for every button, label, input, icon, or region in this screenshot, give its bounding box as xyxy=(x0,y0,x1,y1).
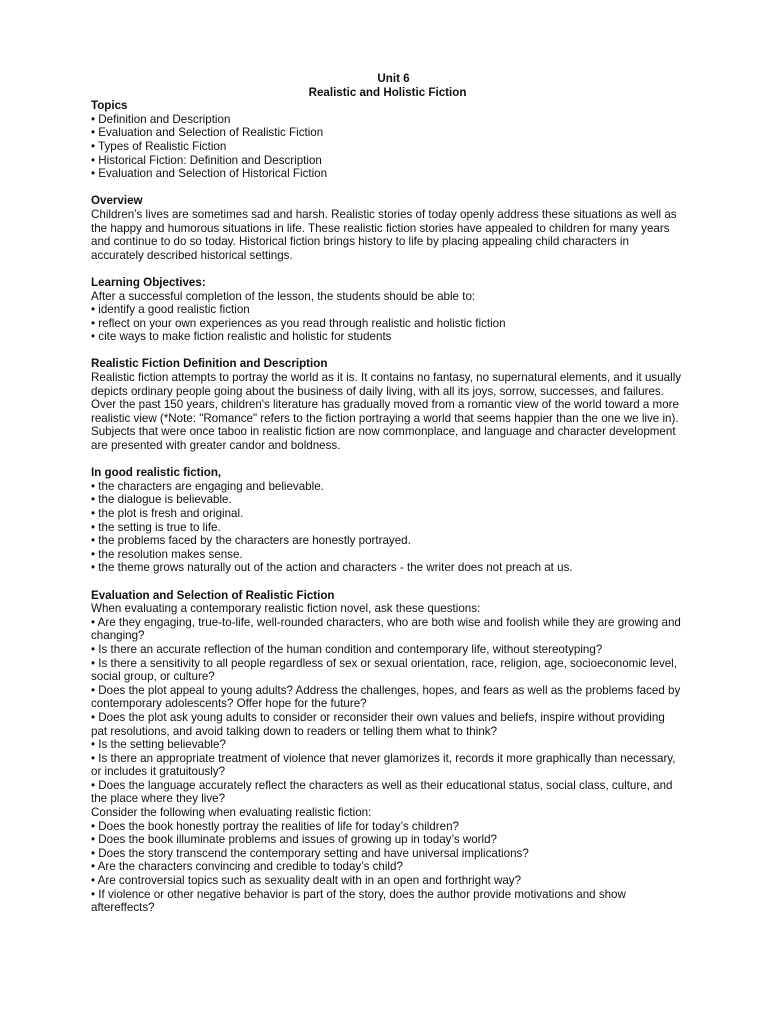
definition-heading: Realistic Fiction Definition and Description xyxy=(91,357,328,371)
good-fiction-list xyxy=(91,480,684,575)
list-item: • the setting is true to life. xyxy=(91,520,221,534)
overview-heading: Overview xyxy=(91,194,143,208)
good-fiction-heading: In good realistic fiction, xyxy=(91,466,222,480)
list-item: • Does the language accurately reflect the characters as well as their educational status, social class, culture, and the place where they live? xyxy=(91,778,673,806)
objectives-heading: Learning Objectives: xyxy=(91,275,206,289)
list-item: • the theme grows naturally out of the action and characters - the writer does not preach at us. xyxy=(91,561,573,575)
list-item: • Are the characters convincing and credible to today’s child? xyxy=(91,860,403,874)
consider-list xyxy=(91,820,684,915)
evaluation-heading: Evaluation and Selection of Realistic Fiction xyxy=(91,588,335,602)
consider-intro: Consider the following when evaluating realistic fiction: xyxy=(91,806,372,820)
list-item: • reflect on your own experiences as you read through realistic and holistic fiction xyxy=(91,316,506,330)
list-item: • the plot is fresh and original. xyxy=(91,507,244,520)
list-item: • Are controversial topics such as sexuality dealt with in an open and forthright way? xyxy=(91,874,522,888)
list-item: • Is there an accurate reflection of the human condition and contemporary life, without stereotyping? xyxy=(91,642,603,656)
list-item: • the dialogue is believable. xyxy=(91,493,232,507)
list-item: • Does the book illuminate problems and issues of growing up in today’s world? xyxy=(91,833,497,847)
list-item: • the characters are engaging and believable. xyxy=(91,479,324,493)
list-item: • Types of Realistic Fiction xyxy=(91,139,227,153)
list-item: • the resolution makes sense. xyxy=(91,547,243,561)
objectives-intro: After a successful completion of the lesson, the students should be able to: xyxy=(91,289,476,303)
list-item: • identify a good realistic fiction xyxy=(91,303,250,317)
list-item: • Historical Fiction: Definition and Description xyxy=(91,153,322,167)
list-item: • Is there a sensitivity to all people regardless of sex or sexual orientation, race, religion, age, socioeconomic level, social group, or culture? xyxy=(91,656,677,684)
list-item: • Is the setting believable? xyxy=(91,738,226,752)
list-item: • Is there an appropriate treatment of violence that never glamorizes it, records it more graphically than necessary, or includes it gratuitously? xyxy=(91,751,676,779)
list-item: • cite ways to make fiction realistic and holistic for students xyxy=(91,330,392,344)
list-item: • If violence or other negative behavior is part of the story, does the author provide motivations and show aftereffects? xyxy=(91,887,626,915)
list-item: • Definition and Description xyxy=(91,112,231,126)
unit-number: Unit 6 xyxy=(377,72,410,85)
definition-paragraph-1: Realistic fiction attempts to portray the world as it is. It contains no fantasy, no supernatural elements, and it usually depicts ordinary people going about the business of daily living, with all its joys, sorrow, successes, and failures. xyxy=(91,371,682,398)
list-item: • Evaluation and Selection of Historical Fiction xyxy=(91,167,328,181)
list-item: • Does the plot appeal to young adults? Address the challenges, hopes, and fears as well as the problems faced by contemporary adolescents? Offer hope for the future? xyxy=(91,683,681,711)
list-item: • Does the story transcend the contemporary setting and have universal implications? xyxy=(91,846,529,860)
objectives-list xyxy=(91,303,684,344)
list-item: • Are they engaging, true-to-life, well-rounded characters, who are both wise and foolish while they are growing and changing? xyxy=(91,615,681,643)
list-item: • Does the plot ask young adults to consider or reconsider their own values and beliefs, inspire without providing pat resolutions, and avoid talking down to readers or telling them what to think? xyxy=(91,710,665,738)
list-item: • Does the book honestly portray the realities of life for today’s children? xyxy=(91,819,459,833)
list-item: • Evaluation and Selection of Realistic Fiction xyxy=(91,126,324,140)
evaluation-questions xyxy=(91,616,684,806)
overview-paragraph: Children’s lives are sometimes sad and harsh. Realistic stories of today openly address these situations as well as the happy and humorous situations in life. These realistic fiction stories have appealed to children for many years and continue to do so today. Historical fiction brings history to life by placing appealing child characters in accurately described historical settings. xyxy=(91,207,677,262)
document-title: Realistic and Holistic Fiction xyxy=(308,85,467,99)
evaluation-intro: When evaluating a contemporary realistic fiction novel, ask these questions: xyxy=(91,602,481,616)
topics-list xyxy=(91,113,684,181)
topics-heading: Topics xyxy=(91,99,128,113)
definition-paragraph-2: Over the past 150 years, children's literature has gradually moved from a romantic view of the world toward a more realistic view (*Note: "Romance" refers to the fiction portraying a world that seems happier than the one we live in). Subjects that were once taboo in realistic fiction are now commonplace, and language and character development are presented with greater candor and boldness. xyxy=(91,398,679,453)
list-item: • the problems faced by the characters are honestly portrayed. xyxy=(91,534,411,548)
